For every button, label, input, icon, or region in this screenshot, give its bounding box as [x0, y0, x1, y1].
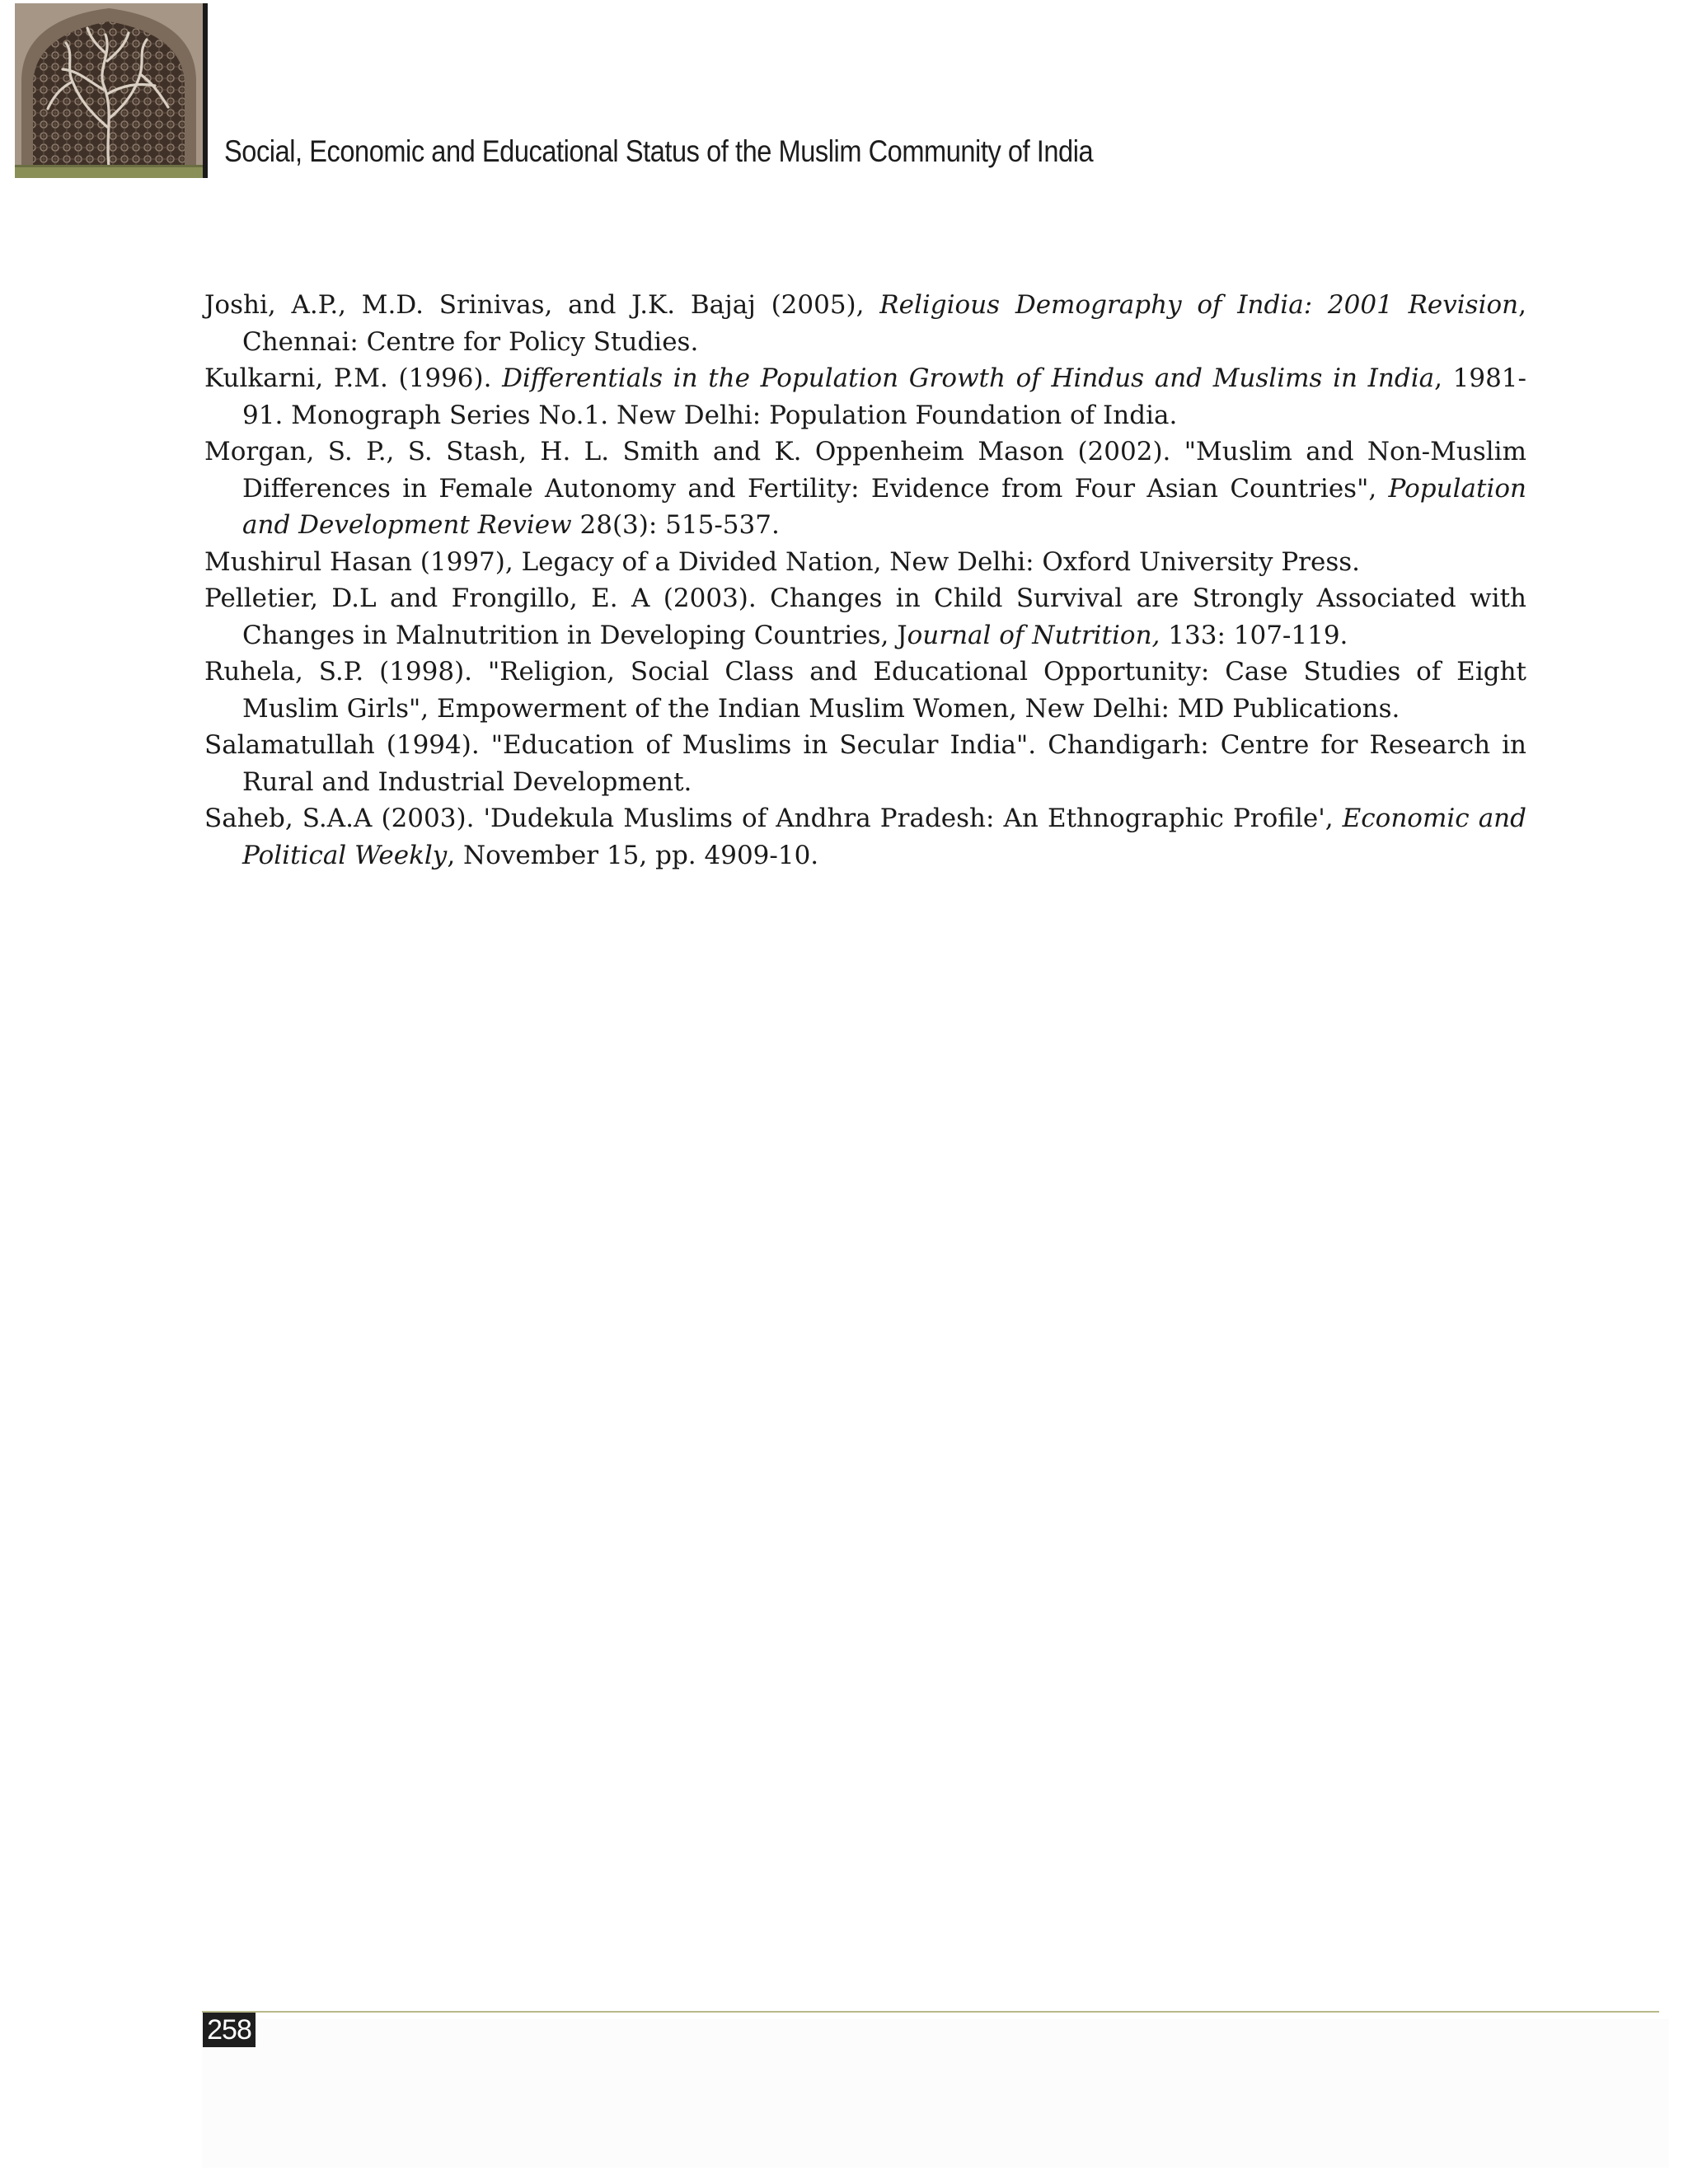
- reference-title: ournal of Nutrition,: [907, 620, 1160, 650]
- reference-title: Religious Demography of India: 2001 Revision: [879, 290, 1519, 320]
- reference-title: Differentials in the Population Growth of Hindus and Muslims in India: [502, 363, 1435, 393]
- reference-text: , 1981-91. Monograph Series No.1. New Delhi: Population Foundation of India.: [242, 363, 1526, 430]
- reference-entry: [204, 434, 1526, 544]
- reference-text: Pelletier, D.L and Frongillo, E. A (2003). Changes in Child Survival are Strongly Associated with Changes in Malnutrition in Developing Countries, J: [204, 583, 1526, 650]
- reference-text: , November 15, pp. 4909-10.: [447, 840, 819, 870]
- footer-rule: [202, 2011, 1659, 2013]
- reference-title: Population and Development Review: [242, 473, 1526, 540]
- reference-title: Economic and Political Weekly: [242, 804, 1526, 870]
- reference-text: Mushirul Hasan (1997), Legacy of a Divided Nation, New Delhi: Oxford University Press.: [204, 546, 1361, 577]
- reference-text: Saheb, S.A.A (2003). 'Dudekula Muslims of Andhra Pradesh: An Ethnographic Profile',: [204, 804, 1343, 833]
- reference-entry: [204, 800, 1526, 874]
- reference-text: Morgan, S. P., S. Stash, H. L. Smith and K. Oppenheim Mason (2002). "Muslim and Non-Muslim Differences in Female Autonomy and Fertility: Evidence from Four Asian Countries",: [204, 437, 1526, 504]
- reference-text: Joshi, A.P., M.D. Srinivas, and J.K. Bajaj (2005),: [204, 290, 880, 320]
- running-header-title: Social, Economic and Educational Status of the Muslim Community of India: [224, 134, 1094, 168]
- reference-list: [204, 287, 1526, 874]
- reference-entry: [204, 580, 1526, 654]
- jali-window-icon: [15, 3, 208, 178]
- page-number: 258: [203, 2013, 256, 2047]
- reference-text: Ruhela, S.P. (1998). "Religion, Social Class and Educational Opportunity: Case Studies of Eight Muslim Girls", Empowerment of the Indian Muslim Women, New Delhi: MD Publications.: [204, 657, 1526, 724]
- reference-text: Kulkarni, P.M. (1996).: [204, 363, 503, 393]
- reference-text: Salamatullah (1994). "Education of Muslims in Secular India". Chandigarh: Centre for Research in Rural and Industrial Development.: [204, 730, 1526, 797]
- reference-entry: [204, 544, 1526, 581]
- reference-entry: [204, 654, 1526, 727]
- reference-text: 28(3): 515-537.: [571, 510, 780, 540]
- reference-entry: [204, 727, 1526, 800]
- reference-text: 133: 107-119.: [1160, 620, 1348, 650]
- footer-shade: [202, 2019, 1669, 2168]
- reference-entry: [204, 287, 1526, 360]
- reference-entry: [204, 360, 1526, 434]
- reference-text: , Chennai: Centre for Policy Studies.: [242, 290, 1526, 357]
